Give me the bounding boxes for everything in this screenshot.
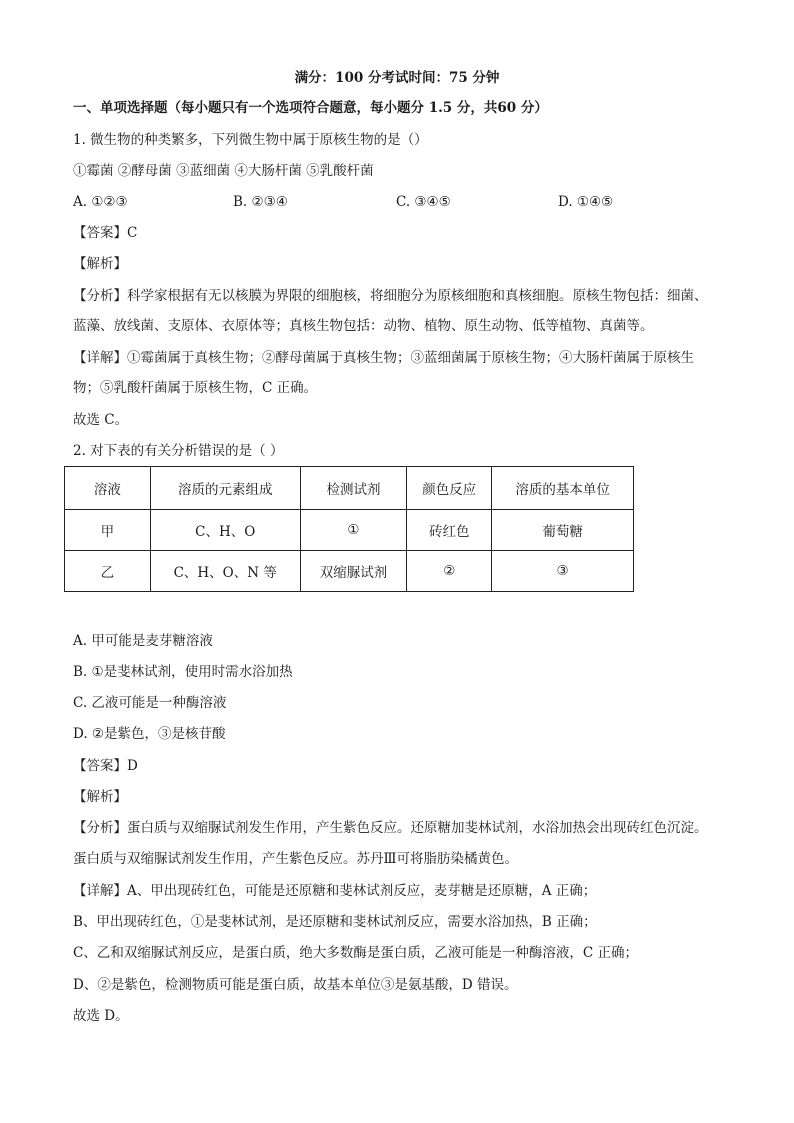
q2-detail-line-3: C、乙和双缩脲试剂反应，是蛋白质，绝大多数酶是蛋白质，乙液可能是一种酶溶液，C 正确； (73, 945, 638, 961)
q2-option-d: D. ②是紫色，③是核苷酸 (73, 726, 226, 742)
table-cell: 砖红色 (407, 510, 492, 551)
table-header-row (65, 467, 634, 510)
q2-detail-line-1: 【详解】A、甲出现砖红色，可能是还原糖和斐林试剂反应，麦芽糖是还原糖，A 正确； (73, 883, 597, 899)
table-cell: ② (407, 551, 492, 592)
table-cell: C、H、O、N 等 (150, 551, 300, 592)
table-cell: 双缩脲试剂 (300, 551, 407, 592)
q1-option-a: A. ①②③ (73, 194, 128, 210)
q1-option-c: C. ③④⑤ (396, 194, 451, 210)
q2-analysis-label: 【解析】 (73, 789, 127, 805)
q1-option-d: D. ①④⑤ (558, 194, 614, 210)
q2-answer: 【答案】D (73, 758, 138, 774)
table-cell: ① (300, 510, 407, 551)
q1-stem: 1. 微生物的种类繁多，下列微生物中属于原核生物的是（） (73, 132, 428, 148)
q1-analysis-label: 【解析】 (73, 256, 127, 272)
q1-detail-line-1: 【详解】①霉菌属于真核生物；②酵母菌属于真核生物；③蓝细菌属于原核生物；④大肠杆菌属于原核生 (73, 350, 694, 366)
table-header-cell: 溶质的元素组成 (150, 467, 300, 510)
table-cell: ③ (492, 551, 634, 592)
table-row (65, 551, 634, 592)
q2-stem: 2. 对下表的有关分析错误的是（ ） (73, 443, 284, 459)
q1-detail-line-2: 物；⑤乳酸杆菌属于原核生物，C 正确。 (73, 380, 318, 396)
q1-fenxi-line-1: 【分析】科学家根据有无以核膜为界限的细胞核，将细胞分为原核细胞和真核细胞。原核生物包括：细菌、 (73, 288, 708, 304)
q2-option-b: B. ①是斐林试剂，使用时需水浴加热 (73, 664, 293, 680)
q2-table (64, 466, 634, 592)
table-cell: 甲 (65, 510, 151, 551)
q2-detail-line-2: B、甲出现砖红色，①是斐林试剂，是还原糖和斐林试剂反应，需要水浴加热，B 正确； (73, 914, 597, 930)
q2-option-c: C. 乙液可能是一种酶溶液 (73, 695, 227, 711)
q1-fenxi-line-2: 蓝藻、放线菌、支原体、衣原体等；真核生物包括：动物、植物、原生动物、低等植物、真菌等。 (73, 318, 654, 334)
q1-option-b: B. ②③④ (233, 194, 288, 210)
table-header-cell: 溶液 (65, 467, 151, 510)
q2-conclusion: 故选 D。 (73, 1008, 129, 1024)
q2-option-a: A. 甲可能是麦芽糖溶液 (73, 633, 213, 649)
table-cell: C、H、O (150, 510, 300, 551)
q2-fenxi-line-1: 【分析】蛋白质与双缩脲试剂发生作用，产生紫色反应。还原糖加斐林试剂，水浴加热会出现砖红色沉淀。 (73, 820, 708, 836)
q1-answer: 【答案】C (73, 225, 138, 241)
score-time-header: 满分：100 分考试时间：75 分钟 (294, 70, 500, 86)
q1-conclusion: 故选 C。 (73, 412, 129, 428)
table-header-cell: 颜色反应 (407, 467, 492, 510)
q2-detail-line-4: D、②是紫色，检测物质可能是蛋白质，故基本单位③是氨基酸，D 错误。 (73, 977, 518, 993)
table-row (65, 510, 634, 551)
section-title: 一、单项选择题（每小题只有一个选项符合题意，每小题分 1.5 分，共60 分） (73, 100, 548, 116)
table-header-cell: 溶质的基本单位 (492, 467, 634, 510)
q2-fenxi-line-2: 蛋白质与双缩脲试剂发生作用，产生紫色反应。苏丹Ⅲ可将脂肪染橘黄色。 (73, 851, 519, 867)
table-cell: 乙 (65, 551, 151, 592)
q1-items: ①霉菌 ②酵母菌 ③蓝细菌 ④大肠杆菌 ⑤乳酸杆菌 (73, 163, 374, 179)
table-cell: 葡萄糖 (492, 510, 634, 551)
table-header-cell: 检测试剂 (300, 467, 407, 510)
